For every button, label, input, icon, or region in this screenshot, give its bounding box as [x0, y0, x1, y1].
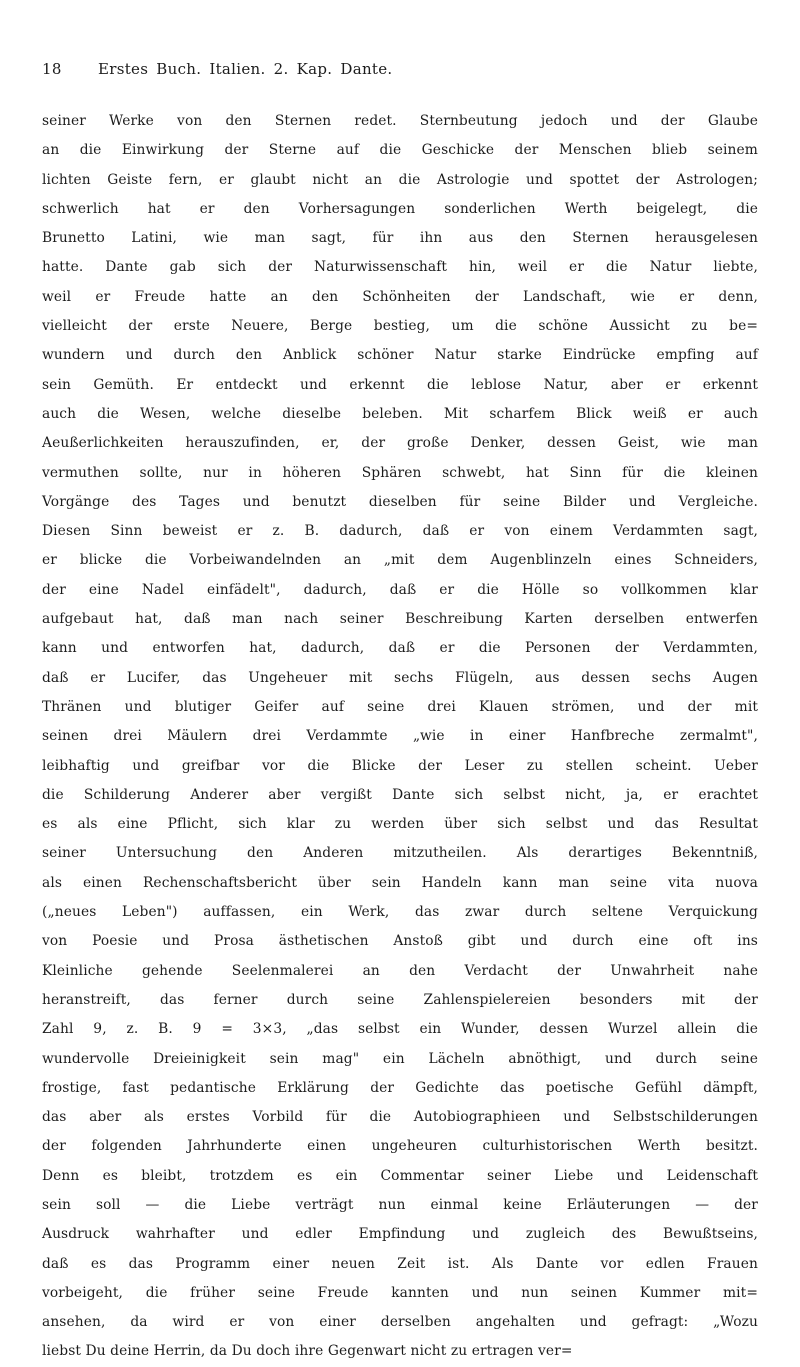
text-line: vorbeigeht, die früher seine Freude kannten und nun seinen Kummer mit=	[42, 1284, 758, 1301]
text-line: daß es das Programm einer neuen Zeit ist. Als Dante vor edlen Frauen	[42, 1255, 758, 1272]
text-line: („neues Leben") auffassen, ein Werk, das zwar durch seltene Verquickung	[42, 904, 758, 921]
text-line: liebst Du deine Herrin, da Du doch ihre Gegenwart nicht zu ertragen ver=	[42, 1343, 573, 1360]
text-line: vielleicht der erste Neuere, Berge bestieg, um die schöne Aussicht zu be=	[42, 318, 758, 335]
text-line: der eine Nadel einfädelt", dadurch, daß er die Hölle so vollkommen klar	[42, 581, 758, 598]
text-line: daß er Lucifer, das Ungeheuer mit sechs Flügeln, aus dessen sechs Augen	[42, 669, 758, 686]
text-line: seinen drei Mäulern drei Verdammte „wie in einer Hanfbreche zermalmt",	[42, 728, 758, 745]
text-line: Brunetto Latini, wie man sagt, für ihn aus den Sternen herausgelesen	[42, 230, 758, 247]
text-line: lichten Geiste fern, er glaubt nicht an die Astrologie und spottet der Astrologen;	[42, 171, 758, 188]
text-line: es als eine Pflicht, sich klar zu werden über sich selbst und das Resultat	[42, 816, 758, 833]
text-line: sein Gemüth. Er entdeckt und erkennt die leblose Natur, aber er erkennt	[42, 376, 758, 393]
text-line: ansehen, da wird er von einer derselben angehalten und gefragt: „Wozu	[42, 1314, 758, 1331]
text-line: schwerlich hat er den Vorhersagungen sonderlichen Werth beigelegt, die	[42, 200, 758, 217]
text-line: kann und entworfen hat, dadurch, daß er die Personen der Verdammten,	[42, 640, 758, 657]
chapter-heading: Erstes Buch. Italien. 2. Kap. Dante.	[98, 60, 393, 78]
text-line: seiner Werke von den Sternen redet. Sternbeutung jedoch und der Glaube	[42, 113, 758, 129]
text-line: Aeußerlichkeiten herauszufinden, er, der große Denker, dessen Geist, wie man	[42, 435, 758, 452]
text-line: Denn es bleibt, trotzdem es ein Commentar seiner Liebe und Leidenschaft	[42, 1167, 758, 1184]
text-line: wundern und durch den Anblick schöner Natur starke Eindrücke empfing auf	[42, 347, 758, 364]
text-line: von Poesie und Prosa ästhetischen Anstoß gibt und durch eine oft ins	[42, 933, 758, 950]
text-line: Diesen Sinn beweist er z. B. dadurch, daß er von einem Verdammten sagt,	[42, 523, 758, 540]
text-line: die Schilderung Anderer aber vergißt Dante sich selbst nicht, ja, er erachtet	[42, 786, 758, 803]
text-line: leibhaftig und greifbar vor die Blicke der Leser zu stellen scheint. Ueber	[42, 757, 758, 774]
text-line: Ausdruck wahrhafter und edler Empfindung und zugleich des Bewußtseins,	[42, 1226, 758, 1243]
text-line: sein soll — die Liebe verträgt nun einmal keine Erläuterungen — der	[42, 1196, 758, 1213]
text-line: er blicke die Vorbeiwandelnden an „mit dem Augenblinzeln eines Schneiders,	[42, 552, 758, 569]
text-line: Thränen und blutiger Geifer auf seine drei Klauen strömen, und der mit	[42, 698, 758, 715]
text-line: vermuthen sollte, nur in höheren Sphären schwebt, hat Sinn für die kleinen	[42, 464, 758, 481]
page-number: 18	[42, 60, 62, 78]
text-line: Kleinliche gehende Seelenmalerei an den Verdacht der Unwahrheit nahe	[42, 962, 758, 979]
text-line: Zahl 9, z. B. 9 = 3×3, „das selbst ein Wunder, dessen Wurzel allein die	[42, 1021, 758, 1038]
text-line: das aber als erstes Vorbild für die Autobiographieen und Selbstschilderungen	[42, 1109, 758, 1126]
text-line: an die Einwirkung der Sterne auf die Geschicke der Menschen blieb seinem	[42, 142, 758, 159]
text-line: auch die Wesen, welche dieselbe beleben. Mit scharfem Blick weiß er auch	[42, 405, 758, 422]
text-line: Vorgänge des Tages und benutzt dieselben für seine Bilder und Vergleiche.	[42, 493, 758, 510]
text-line: hatte. Dante gab sich der Naturwissenschaft hin, weil er die Natur liebte,	[42, 259, 758, 276]
text-line: aufgebaut hat, daß man nach seiner Beschreibung Karten derselben entwerfen	[42, 611, 758, 628]
text-line: heranstreift, das ferner durch seine Zahlenspielereien besonders mit der	[42, 991, 758, 1008]
text-line: weil er Freude hatte an den Schönheiten der Landschaft, wie er denn,	[42, 288, 758, 305]
text-line: seiner Untersuchung den Anderen mitzutheilen. Als derartiges Bekenntniß,	[42, 845, 758, 862]
text-line: als einen Rechenschaftsbericht über sein Handeln kann man seine vita nuova	[42, 874, 758, 891]
text-line: der folgenden Jahrhunderte einen ungeheuren culturhistorischen Werth besitzt.	[42, 1138, 758, 1155]
text-line: frostige, fast pedantische Erklärung der Gedichte das poetische Gefühl dämpft,	[42, 1079, 758, 1096]
running-head	[42, 60, 754, 86]
body-text	[42, 107, 758, 1360]
text-line: wundervolle Dreieinigkeit sein mag" ein Lächeln abnöthigt, und durch seine	[42, 1050, 758, 1067]
